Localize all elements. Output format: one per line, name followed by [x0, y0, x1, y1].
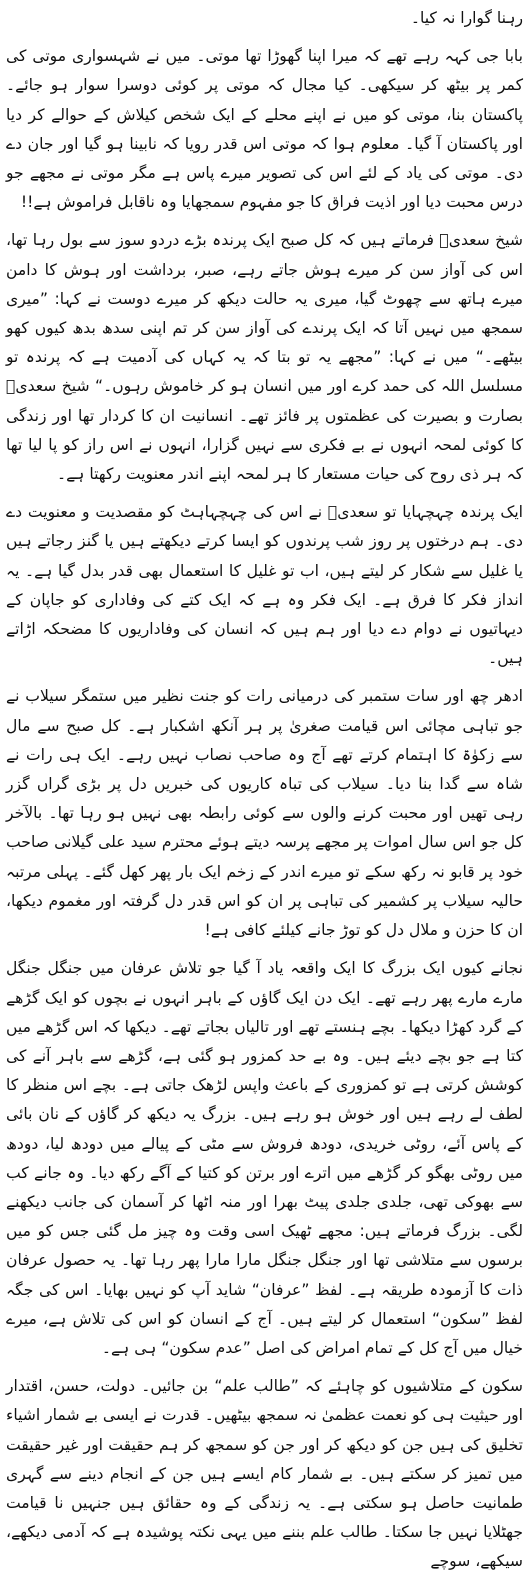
article-paragraph-4: ایک پرندہ چہچہایا تو سعدیؒ نے اس کی چہچہاہٹ کو مقصدیت و معنویت دے دی۔ ہم درختوں پر روز شب پرندوں کو ایسا کرتے دیکھتے ہیں یا گنز رجاتے ہیں یا غلیل سے شکار کر لیتے ہیں، اب تو غلیل کا استعمال بھی قدر بدل گیا ہے۔ یہ انداز فکر کا فرق ہے۔ ایک فکر وہ ہے کہ ایک کتے کی وفاداری کو جاپان کے دیہاتیوں نے دوام دے دیا اور ہم ہیں کہ انسان کی وفاداریوں کا مضحکہ اڑاتے ہیں۔ [6, 503, 523, 668]
article-paragraph-7: سکون کے متلاشیوں کو چاہئے کہ ”طالب علم“ بن جائیں۔ دولت، حسن، اقتدار اور حیثیت ہی کو نعمت عظمیٰ نہ سمجھ بیٹھیں۔ قدرت نے ایسی بے شمار اشیاء تخلیق کی ہیں جن کو دیکھ کر اور جن کو سمجھ کر ہم حقیقت اور غیر حقیقت میں تمیز کر سکتے ہیں۔ بے شمار کام ایسے ہیں جن کے انجام دینے سے گہری طمانیت حاصل ہو سکتی ہے۔ یہ زندگی کے وہ حقائق ہیں جنہیں نا قیامت جھٹلایا نہیں جا سکتا۔ طالب علم بننے میں یہی نکتہ پوشیدہ ہے کہ آدمی دیکھے، سیکھے، سوچے [6, 1377, 523, 1571]
article-paragraph-1: رہنا گوارا نہ کیا۔ [410, 9, 523, 27]
article-paragraph-2: بابا جی کہہ رہے تھے کہ میرا اپنا گھوڑا تھا موتی۔ میں نے شہسواری موتی کی کمر پر بیٹھ کر سیکھی۔ کیا مجال کہ موتی پر کوئی دوسرا سوار ہو جائے۔ پاکستان بنا، موتی کو میں نے اپنے محلے کے ایک شخص کیلاش کے حوالے کر دیا اور پاکستان آ گیا۔ معلوم ہوا کہ موتی اس قدر رویا کہ نابینا ہو گیا اور جان دے دی۔ موتی کی یاد کے لئے اس کی تصویر میرے پاس ہے مگر موتی نے مجھے جو درس محبت دیا اور اذیت فراق کا جو مفہوم سمجھایا وہ ناقابل فراموش ہے!! [6, 47, 523, 212]
article-paragraph-5: ادھر چھ اور سات ستمبر کی درمیانی رات کو جنت نظیر میں ستمگر سیلاب نے جو تباہی مچائی اس قیامت صغریٰ پر ہر آنکھ اشکبار ہے۔ کل صبح سے مال سے زکوٰۃ کا اہتمام کرتے تھے آج وہ صاحب نصاب نہیں رہے۔ ایک ہی رات نے شاہ سے گدا بنا دیا۔ سیلاب کی تباہ کاریوں کی خبریں دل پر بڑی گراں گزر رہی تھیں اور محبت کرنے والوں سے کوئی رابطہ بھی نہیں ہو رہا تھا۔ بالآخر کل جو اس سال اموات پر مجھے پرسہ دیتے ہوئے محترم سید علی گیلانی صاحب خود پر قابو نہ رکھ سکے تو میرے اندر کے زخم ایک بار پھر کھل گئے۔ پہلی مرتبہ حالیہ سیلاب پر کشمیر کی تباہی پر ان کو اس قدر دل گرفتہ اور مغموم دیکھا، ان کا حزن و ملال دل کو توڑ جانے کیلئے کافی ہے! [6, 687, 523, 940]
article-paragraph-6: نجانے کیوں ایک بزرگ کا ایک واقعہ یاد آ گیا جو تلاش عرفان میں جنگل جنگل مارے مارے پھر رہے تھے۔ ایک دن ایک گاؤں کے باہر انہوں نے بچوں کو ایک گڑھے کے گرد کھڑا دیکھا۔ بچے ہنستے تھے اور تالیاں بجاتے تھے۔ دیکھا کہ اس گڑھے میں کتا ہے جو بچے دیئے ہیں۔ وہ بے حد کمزور ہو گئی ہے، گڑھے سے باہر آنے کی کوشش کرتی ہے تو کمزوری کے باعث واپس لڑھک جاتی ہے۔ بچے اس منظر کا لطف لے رہے ہیں اور خوش ہو رہے ہیں۔ بزرگ یہ دیکھ کر گاؤں کے نان بائی کے پاس آئے، روٹی خریدی، دودھ فروش سے مٹی کے پیالے میں دودھ لیا، دودھ میں روٹی بھگو کر گڑھے میں اترے اور برتن کو کتیا کے آگے رکھ دیا۔ وہ جانے کب سے بھوکی تھی، جلدی جلدی پیٹ بھرا اور منہ اٹھا کر آسمان کی جانب دیکھنے لگی۔ بزرگ فرماتے ہیں: مجھے ٹھیک اسی وقت وہ چیز مل گئی جس کو میں برسوں سے متلاشی تھا اور جنگل جنگل مارا مارا پھر رہا تھا۔ یہ حصول عرفان ذات کا آزمودہ طریقہ ہے۔ لفظ ”عرفان“ شاید آپ کو نہیں بھایا۔ اس کی جگہ لفظ ”سکون“ استعمال کر لیتے ہیں۔ آج کے انسان کو اس کی تلاش ہے، میرے خیال میں آج کل کے تمام امراض کی اصل ”عدم سکون“ ہی ہے۔ [6, 959, 523, 1357]
article-paragraph-3: شیخ سعدیؒ فرماتے ہیں کہ کل صبح ایک پرندہ بڑے دردو سوز سے بول رہا تھا، اس کی آواز سن کر میرے ہوش جاتے رہے، صبر، برداشت اور ہوش کا دامن میرے ہاتھ سے چھوٹ گیا، میری یہ حالت دیکھ کر میرے دوست نے کہا: ”میری سمجھ میں نہیں آتا کہ ایک پرندے کی آواز سن کر تم اپنی سدھ بدھ کیوں کھو بیٹھے۔“ میں نے کہا: ”مجھے یہ تو بتا کہ یہ کہاں کی آدمیت ہے کہ پرندہ تو مسلسل اللہ کی حمد کرے اور میں انسان ہو کر خاموش رہوں۔“ شیخ سعدیؒ بصارت و بصیرت کی عظمتوں پر فائز تھے۔ انسانیت ان کا کردار تھا اور زندگی کا کوئی لمحہ انہوں نے بے فکری سے نہیں گزارا، انہوں نے اس راز کو پا لیا تھا کہ ہر ذی روح کی حیات مستعار کا ہر لمحہ اپنے اندر معنویت رکھتا ہے۔ [6, 231, 523, 484]
